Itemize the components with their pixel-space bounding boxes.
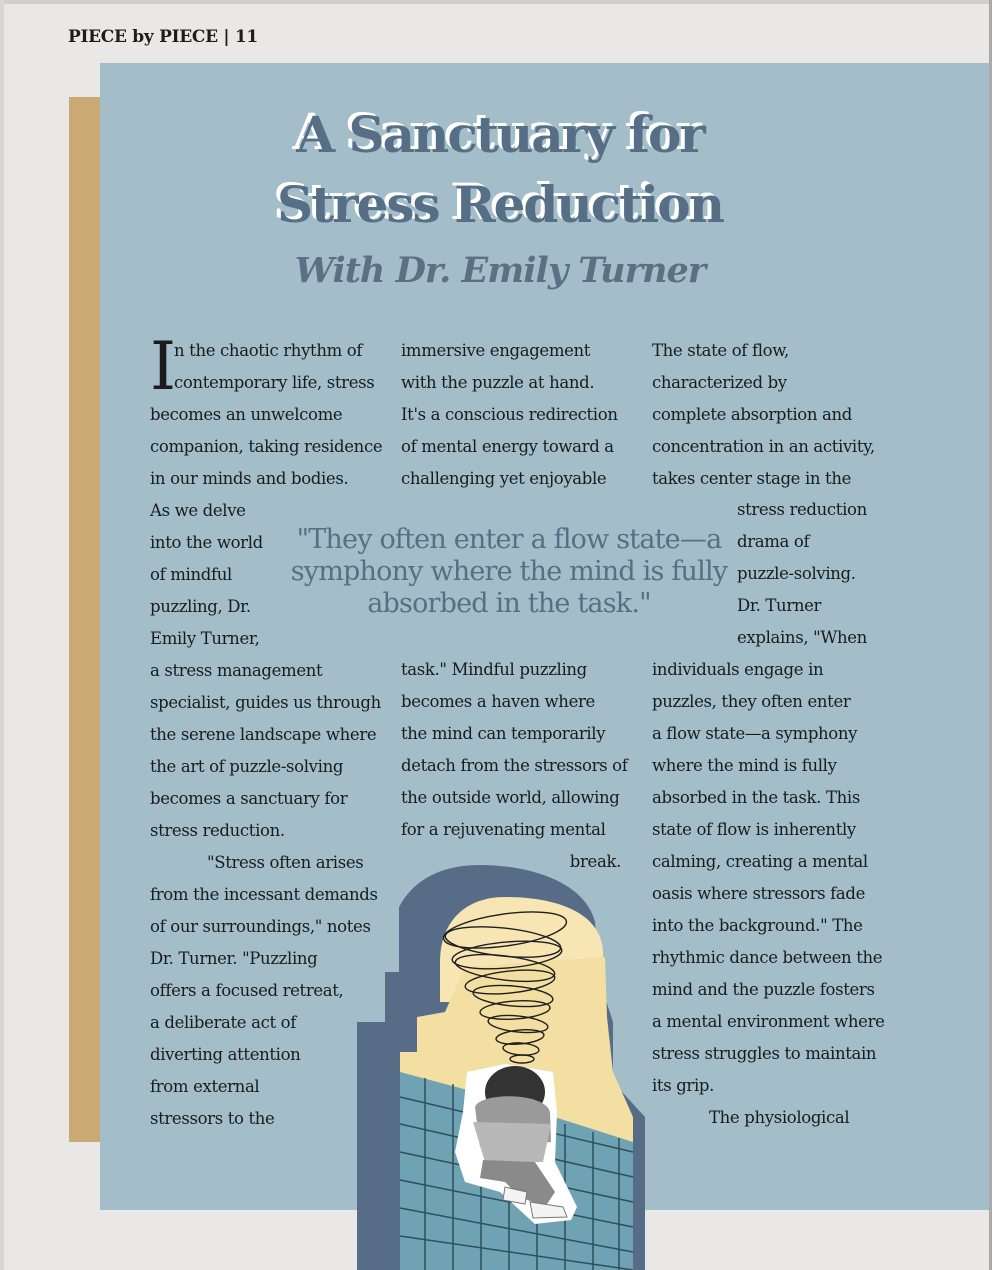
column-1 [150,328,390,1135]
column-3-bottom [652,654,892,1134]
col1-line: stress reduction. [150,821,285,840]
col1-line: becomes an unwelcome [150,405,343,424]
col3-line: rhythmic dance between the [652,948,883,967]
col3-line: concentration in an activity, [652,437,875,456]
col1-line: the serene landscape where [150,725,377,744]
col1-line: the art of puzzle-solving [150,757,344,776]
column-2-top [401,335,631,495]
col1-line: a stress management [150,661,323,680]
col3-line: oasis where stressors fade [652,884,866,903]
col2-line: the outside world, allowing [401,788,620,807]
col1-line: stressors to the [150,1109,275,1128]
col1-line: Dr. Turner. "Puzzling [150,949,318,968]
col2-line: for a rejuvenating mental [401,820,606,839]
col2-line: of mental energy toward a [401,437,614,456]
col3-line: stress reduction [737,500,867,519]
col1-line: As we delve [150,501,246,520]
col1-line: n the chaotic rhythm of [174,341,363,360]
col1-line: of mindful [150,565,232,584]
article-subtitle: With Dr. Emily Turner [294,250,706,291]
col3-line: puzzle-solving. [737,564,856,583]
col3-line: takes center stage in the [652,469,852,488]
col3-line: individuals engage in [652,660,824,679]
col3-line: its grip. [652,1076,715,1095]
col3-line: into the background." The [652,916,863,935]
col1-line: of our surroundings," notes [150,917,371,936]
col2-line: the mind can temporarily [401,724,606,743]
col1-line: puzzling, Dr. [150,597,251,616]
col3-line: where the mind is fully [652,756,837,775]
col2-line: detach from the stressors of [401,756,628,775]
col1-line: contemporary life, stress [174,373,375,392]
col1-line: "Stress often arises [207,853,364,872]
col1-line: from external [150,1077,260,1096]
col1-line: into the world [150,533,263,552]
col3-line: puzzles, they often enter [652,692,851,711]
col1-line: Emily Turner, [150,629,260,648]
page-edge-top [0,0,992,4]
col1-line: specialist, guides us through [150,693,381,712]
col3-line: complete absorption and [652,405,853,424]
col1-line: in our minds and bodies. [150,469,349,488]
col3-line: The state of flow, [652,341,789,360]
col3-line: stress struggles to maintain [652,1044,877,1063]
col2-line: becomes a haven where [401,692,595,711]
col3-line: calming, creating a mental [652,852,868,871]
page-edge-left [0,0,4,1270]
col3-line: drama of [737,532,810,551]
col1-line: becomes a sanctuary for [150,789,348,808]
column-2-bottom [401,654,628,878]
col3-line: explains, "When [737,628,867,647]
title-line-1: A Sanctuary for [296,105,704,164]
col3-line: absorbed in the task. This [652,788,860,807]
article-title [200,100,800,240]
drop-cap: I [150,328,177,405]
woman-with-tornado-collage-icon [355,862,655,1270]
col1-line: a deliberate act of [150,1013,296,1032]
running-head: PIECE by PIECE | 11 [68,27,258,47]
col2-line: break. [569,852,621,871]
col2-line: It's a conscious redirection [401,405,618,424]
col3-line: Dr. Turner [737,596,822,615]
column-3-top [652,335,892,495]
col3-line: The physiological [709,1108,850,1127]
col1-line: from the incessant demands [150,885,378,904]
pull-quote: "They often enter a flow state—a symphony where the mind is fully absorbed in the task." [290,524,728,619]
col3-line: mind and the puzzle fosters [652,980,875,999]
gold-accent-bar [69,97,102,1142]
col2-line: challenging yet enjoyable [401,469,607,488]
col1-line: diverting attention [150,1045,301,1064]
col3-line: state of flow is inherently [652,820,856,839]
title-line-2: Stress Reduction [277,175,723,234]
col1-line: offers a focused retreat, [150,981,344,1000]
column-3-narrow [737,494,887,654]
col2-line: task." Mindful puzzling [401,660,587,679]
col2-line: with the puzzle at hand. [401,373,595,392]
col3-line: a flow state—a symphony [652,724,858,743]
col1-line: companion, taking residence [150,437,383,456]
col3-line: a mental environment where [652,1012,885,1031]
col3-line: characterized by [652,373,787,392]
col2-line: immersive engagement [401,341,591,360]
